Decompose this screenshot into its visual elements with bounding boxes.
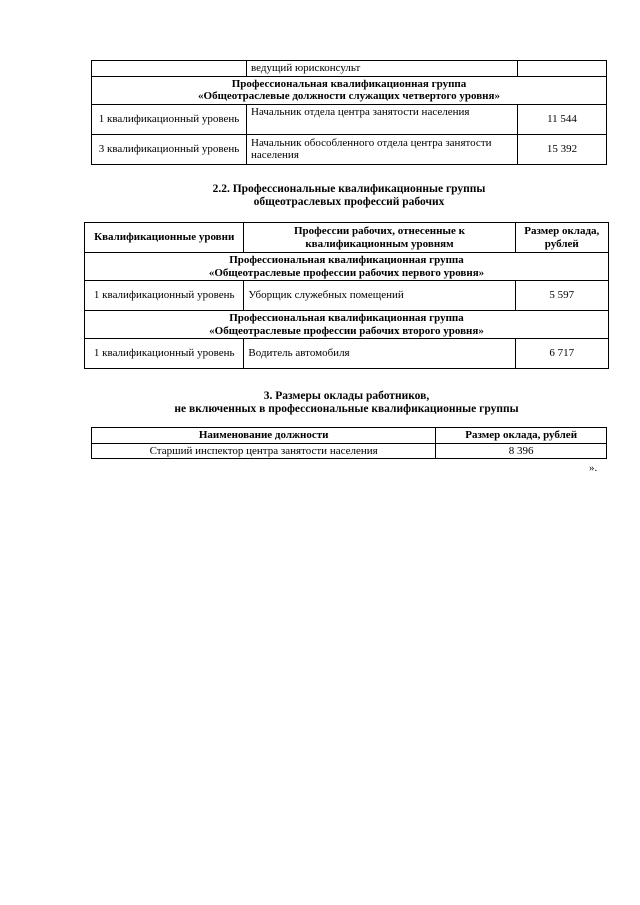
profession-cell: Уборщик служебных помещений <box>244 281 515 311</box>
section-3-title <box>84 390 609 416</box>
position-cell: Начальник отдела центра занятости населения <box>247 104 518 134</box>
section-2-2-title <box>91 183 607 209</box>
table-row <box>92 134 607 164</box>
salary-cell: 8 396 <box>436 443 607 459</box>
header-salary: Размер оклада, рублей <box>436 428 607 444</box>
group-title-line2: «Общеотраслевые профессии рабочих второго уровня» <box>209 324 484 337</box>
empty-cell <box>92 61 247 77</box>
header-levels: Квалификационные уровни <box>85 223 244 253</box>
position-cell: ведущий юрисконсульт <box>247 61 518 77</box>
group-title-line2: «Общеотраслевые профессии рабочих первого уровня» <box>208 266 485 279</box>
table-row <box>85 339 609 369</box>
salary-cell: 11 544 <box>518 104 607 134</box>
table-row <box>92 104 607 134</box>
group-title-row <box>85 253 609 281</box>
position-cell: Старший инспектор центра занятости населения <box>92 443 436 459</box>
group-title-line2: «Общеотраслевые должности служащих четвертого уровня» <box>198 90 500 102</box>
salary-cell: 6 717 <box>515 339 608 369</box>
group-title-line1: Профессиональная квалификационная группа <box>229 254 464 266</box>
table-row <box>92 61 607 77</box>
section-title-line1: 2.2. Профессиональные квалификационные группы <box>212 183 486 195</box>
group-title-line1: Профессиональная квалификационная группа <box>231 77 467 90</box>
salary-cell <box>518 61 607 77</box>
header-position: Наименование должности <box>92 428 436 444</box>
group-title <box>92 76 607 104</box>
header-salary: Размер оклада, рублей <box>515 223 608 253</box>
table-worker-professions <box>84 222 609 369</box>
position-cell: Начальник обособленного отдела центра занятости населения <box>247 134 518 164</box>
level-cell: 1 квалификационный уровень <box>92 104 247 134</box>
header-professions: Профессии рабочих, отнесенные к квалификационным уровням <box>244 223 515 253</box>
table-row <box>92 443 607 459</box>
group-title-row <box>92 76 607 104</box>
group-title-line1: Профессиональная квалификационная группа <box>229 312 464 324</box>
header-row <box>85 223 609 253</box>
salary-cell: 5 597 <box>515 281 608 311</box>
profession-cell: Водитель автомобиля <box>244 339 515 369</box>
level-cell: 1 квалификационный уровень <box>85 339 244 369</box>
level-cell: 1 квалификационный уровень <box>85 281 244 311</box>
closing-quote-mark: ». <box>589 462 598 474</box>
header-row <box>92 428 607 444</box>
group-title <box>85 311 609 339</box>
group-title-row <box>85 311 609 339</box>
section-title-line1: 3. Размеры оклады работников, <box>263 390 430 402</box>
section-title-line2: не включенных в профессиональные квалификационные группы <box>174 403 519 415</box>
level-cell: 3 квалификационный уровень <box>92 134 247 164</box>
section-title-line2: общеотраслевых профессий рабочих <box>253 196 445 208</box>
table-row <box>85 281 609 311</box>
group-title <box>85 253 609 281</box>
table-qualification-group-4 <box>91 60 607 165</box>
salary-cell: 15 392 <box>518 134 607 164</box>
table-other-positions <box>91 427 607 459</box>
